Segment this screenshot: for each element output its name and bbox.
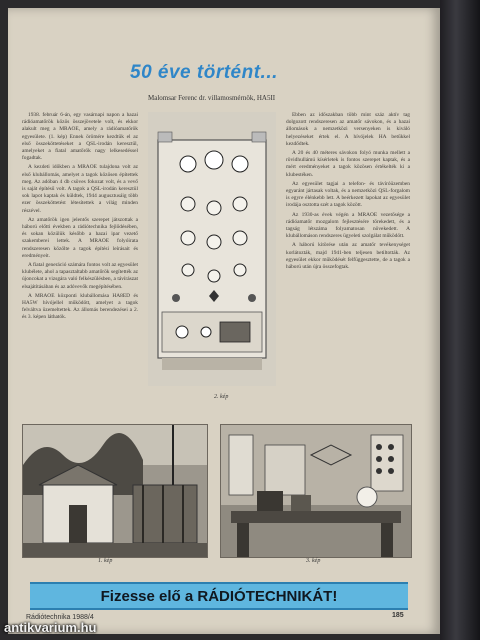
left-paragraph: Az amatőrök igen jelentős szerepet játszottak a háború előtti években a rádiótechnika fejlődésében, és sokan közülük később a hazai ipar vezető szakemberei lettek. A MRAOE folyóirata rendszeresen közölte a tagok építési leírásait és eredményeit. bbox=[22, 216, 138, 259]
right-paragraph: Az egyesület tagjai a telefon- és távíróüzemben egyaránt jártasak voltak, és a nemzetközi QSL-forgalom is egyre élénkebb lett. A beérkezett lapokat az egyesület irodája osztotta szét a tagok között. bbox=[286, 180, 410, 209]
magazine-page bbox=[8, 8, 440, 634]
article-byline: Malomsar Ferenc dr. villamosmérnök, HA5II bbox=[148, 94, 276, 102]
subscription-banner: Fizesse elő a RÁDIÓTECHNIKÁT! bbox=[30, 582, 408, 610]
right-paragraph: A háború kitörése után az amatőr tevékenységet korlátozták, majd 1941-ben teljesen betiltották. Az egyesület ekkor működését felfüggesztette, de a tagok a háború után újra összefogtak. bbox=[286, 242, 410, 271]
clubhouse-image bbox=[23, 425, 207, 557]
left-paragraph: 1938. február 6-án, egy vasárnapi napon a hazai rádióamatőrök közös összejövetele volt, és ekkor alakult meg a MRAOE, amely a rádióamatőrök egyesülete. (1. kép) Ennek örömére kezdtük el az első összeköttetéseket a QSL-irodán keresztül, amelyeket a fiatal amatőrök nagy lelkesedéssel fogadtak. bbox=[22, 112, 138, 162]
issue-label: Rádiótechnika 1988/4 bbox=[26, 614, 94, 621]
right-paragraph: Az 1930-as évek végén a MRAOE vezetősége a rádióamatőr mozgalom fejlesztésére törekedett, és a tagság létszáma folyamatosan növekedett. A klubállomáson rendszeres ügyeleti szolgálat működött. bbox=[286, 211, 410, 240]
left-paragraph: A kezdeti időkben a MRAOE tulajdona volt az első klubállomás, amelyet a tagok közösen építettek meg. Az adóban 4 db csöves fokozat volt, és a vevő is saját építésű volt. A tagok a QSL-irodán keresztül sok lapot kaptak és küldtek, 1944 augusztusáig több ezer összeköttetést létesítettek a világ minden részével. bbox=[22, 164, 138, 214]
right-paragraph: Ebben az időszakban több mint száz aktív tag dolgozott rendszeresen az amatőr sávokon, és a hazai állomások a nemzetközi versenyeken is kiváló helyezéseket értek el. A hívójelek HA betűkkel kezdődtek. bbox=[286, 112, 410, 147]
article-heading: 50 éve történt... bbox=[130, 62, 278, 83]
radio-room-image bbox=[221, 425, 411, 557]
transmitter-panel-image bbox=[148, 112, 276, 386]
figure-1-caption: 1. kép bbox=[98, 558, 113, 564]
left-paragraph: A MRAOE központi klubállomása HA8ED és HA5W hívójellel működött, amelyet a tagok felváltva üzemeltettek. Az állomás berendezései a 2. és 3. képen láthatók. bbox=[22, 292, 138, 321]
transmitter-panel-photo bbox=[148, 112, 276, 386]
watermark: antikvarium.hu bbox=[4, 620, 97, 635]
page-number: 185 bbox=[392, 612, 404, 619]
book-binding bbox=[440, 0, 480, 640]
clubhouse-photo bbox=[22, 424, 208, 558]
left-text-column bbox=[22, 112, 138, 417]
radio-room-photo bbox=[220, 424, 412, 558]
right-paragraph: A 20 és 40 méteres sávokon folyó munka mellett a rövidhullámú kísérletek is fontos szerepet kaptak, és a mért eredményeket a tagok közösen értékelték ki a klubestéken. bbox=[286, 150, 410, 178]
figure-3-caption: 3. kép bbox=[306, 558, 321, 564]
figure-2-caption: 2. kép bbox=[214, 394, 229, 400]
left-paragraph: A fiatal generáció számára fontos volt az egyesület klubélete, ahol a tapasztaltabb amatőrök segítették az újoncokat a vizsgára való felkészülésben, a távírászat elsajátításában és az adóvevők megépítésében. bbox=[22, 262, 138, 290]
right-text-column bbox=[286, 112, 410, 417]
